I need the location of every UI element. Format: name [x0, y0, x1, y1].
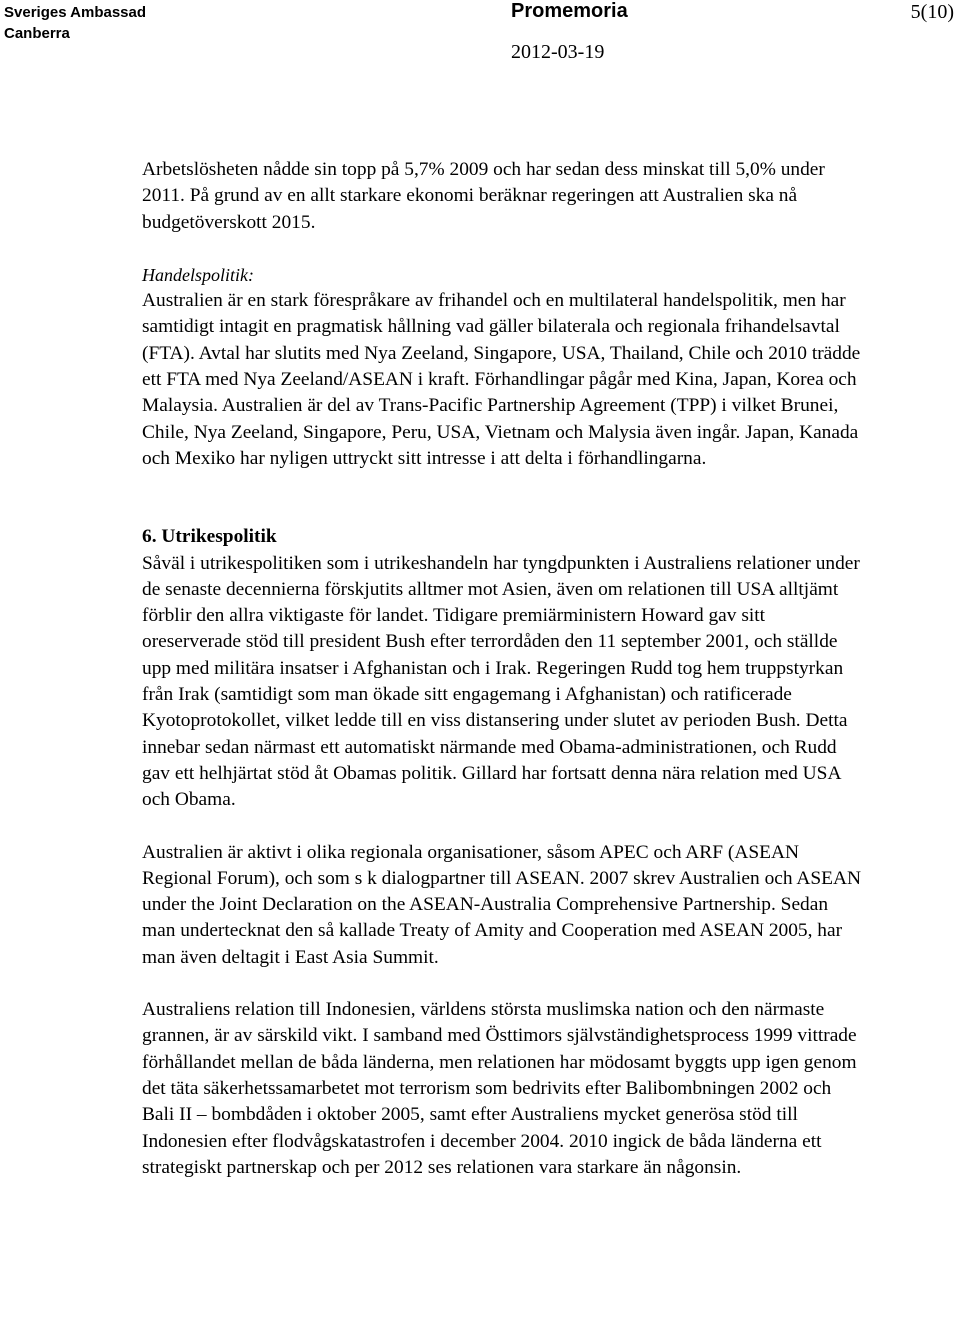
page-header — [0, 0, 960, 70]
document-type: Promemoria — [511, 0, 628, 22]
document-date: 2012-03-19 — [511, 41, 605, 63]
paragraph-foreign-policy-3: Australiens relation till Indonesien, världens största muslimska nation och den närmaste grannen, är av särskild vikt. I samband med Östtimors självständighetsprocess 1999 vittrade förhållandet mellan de båda länderna, men relationen har mödosamt byggts upp igen genom det täta säkerhetssamarbetet mot terrorism som bedrivits efter Balibombningen 2002 och Bali II – bombdåden i oktober 2005, samt efter Australiens mycket generösa stöd till Indonesien efter flodvågskatastrofen i december 2004. 2010 ingick de båda länderna ett strategiskt partnerskap och per 2012 ses relationen vara starkare än någonsin. — [142, 999, 857, 1178]
paragraph-unemployment: Arbetslösheten nådde sin topp på 5,7% 2009 och har sedan dess minskat till 5,0% under 2011. På grund av en allt starkare ekonomi beräknar regeringen att Australien ska nå budgetöverskott 2015. — [142, 159, 825, 233]
paragraph-foreign-policy-1: Såväl i utrikespolitiken som i utrikeshandeln har tyngdpunkten i Australiens relationer under de senaste decennierna förskjutits alltmer mot Asien, även om relationen till USA alltjämt förblir den allra viktigaste för landet. Tidigare premiärministern Howard gav sitt oreserverade stöd till president Bush efter terrordåden den 11 september 2001, och ställde upp med militära insatser i Afghanistan och i Irak. Regeringen Rudd tog hem truppstyrkan från Irak (samtidigt som man ökade sitt engagemang i Afghanistan) och ratificerade Kyotoprotokollet, vilket ledde till en viss distansering under slutet av perioden Bush. Detta innebar sedan närmast ett automatiskt närmande med Obama-administrationen, och Rudd gav ett helhjärtat stöd åt Obamas politik. Gillard har fortsatt denna nära relation med USA och Obama. — [142, 552, 860, 811]
section-heading-foreign-policy: 6. Utrikespolitik — [142, 526, 277, 548]
trade-policy-heading: Handelspolitik: — [142, 264, 254, 285]
page-number: 5(10) — [910, 1, 954, 23]
document-body — [142, 157, 862, 1181]
embassy-city: Canberra — [4, 25, 70, 42]
sender-block — [4, 2, 146, 44]
embassy-name: Sveriges Ambassad — [4, 4, 147, 21]
paragraph-foreign-policy-2: Australien är aktivt i olika regionala organisationer, såsom APEC och ARF (ASEAN Regional Forum), och som s k dialogpartner till ASEAN. 2007 skrev Australien och ASEAN under the Joint Declaration on the ASEAN-Australia Comprehensive Partnership. Sedan man undertecknat den så kallade Treaty of Amity and Cooperation med ASEAN 2005, har man även deltagit i East Asia Summit. — [142, 841, 861, 968]
paragraph-trade-policy: Australien är en stark förespråkare av frihandel och en multilateral handelspolitik, men har samtidigt intagit en pragmatisk hållning vad gäller bilaterala och regionala frihandelsavtal (FTA). Avtal har slutits med Nya Zeeland, Singapore, USA, Thailand, Chile och 2010 trädde ett FTA med Nya Zeeland/ASEAN i kraft. Förhandlingar pågår med Kina, Japan, Korea och Malaysia. Australien är del av Trans-Pacific Partnership Agreement (TPP) i vilket Brunei, Chile, Nya Zeeland, Singapore, Peru, USA, Vietnam och Malysia även ingår. Japan, Kanada och Mexiko har nyligen uttryckt sitt intresse i att delta i förhandlingarna. — [142, 290, 861, 469]
